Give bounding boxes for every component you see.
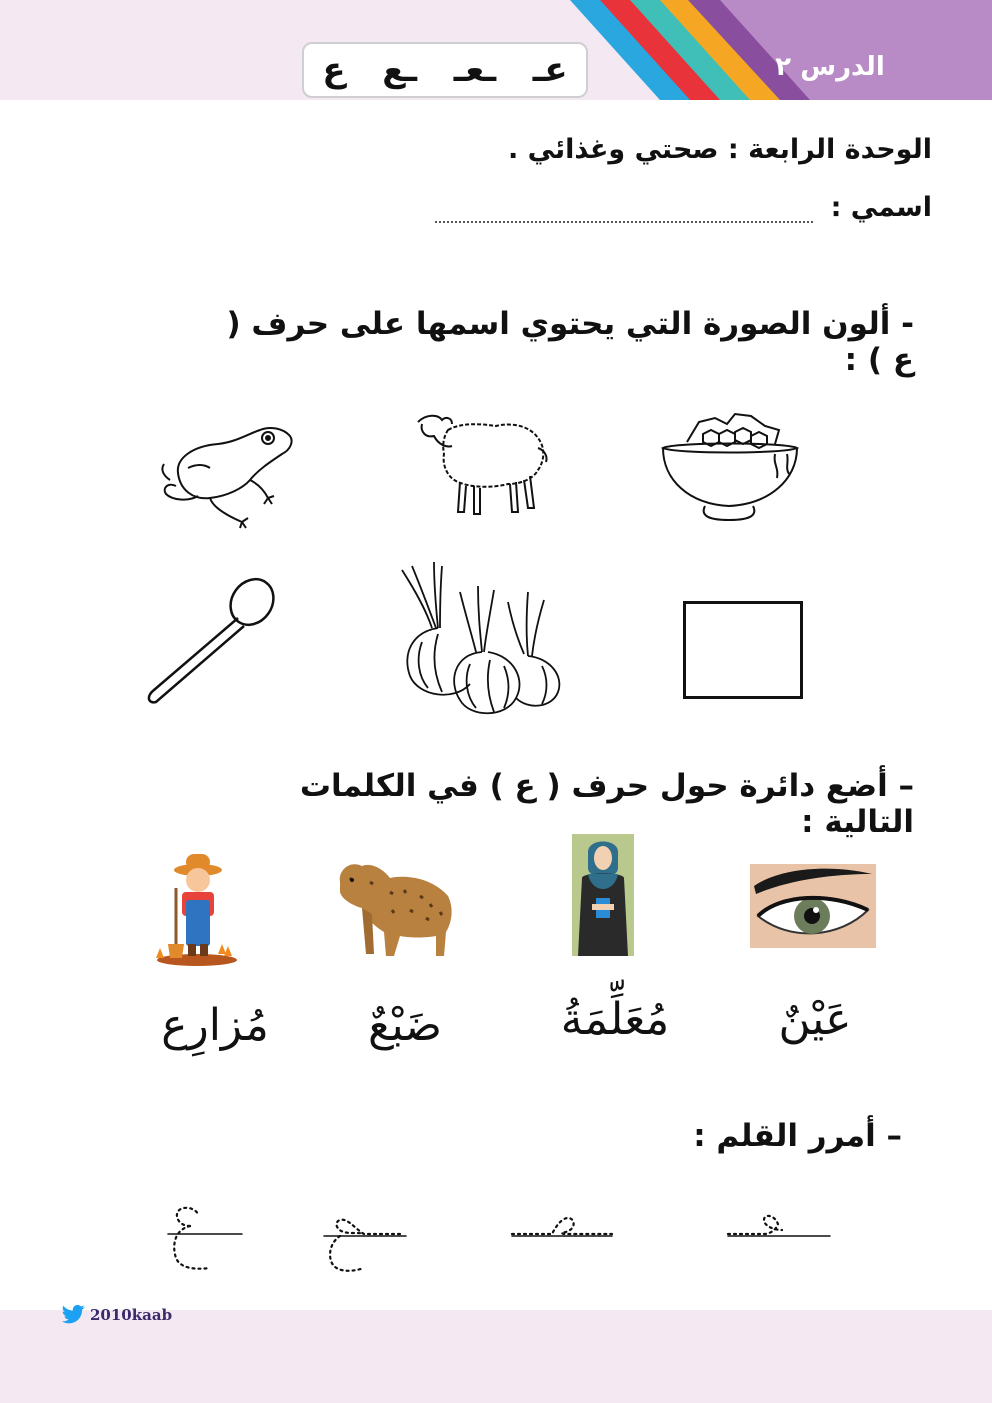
name-input-line[interactable] [435, 195, 813, 223]
honey-bowl-icon[interactable] [655, 408, 805, 526]
square-shape[interactable] [683, 601, 803, 699]
onions-icon[interactable] [398, 562, 568, 722]
lesson-label: الدرس ٢ [775, 52, 885, 82]
name-label: اسمي : [830, 192, 932, 223]
exercise2-instruction: – أضع دائرة حول حرف ( ع ) في الكلمات التالية : [299, 768, 914, 840]
spoon-icon[interactable] [140, 572, 280, 708]
letter-form-final: ـع [382, 50, 418, 90]
word-farmer[interactable]: مُزارِع [161, 1000, 269, 1051]
trace-letter-isolated[interactable] [158, 1196, 248, 1276]
exercise1-instruction: - ألون الصورة التي يحتوي اسمها على حرف ( ع ) : [226, 306, 914, 378]
sheep-icon[interactable] [412, 408, 552, 526]
frog-icon[interactable] [158, 418, 298, 530]
trace-letter-initial[interactable] [724, 1200, 834, 1240]
teacher-icon[interactable] [572, 834, 634, 956]
letter-forms-box [302, 42, 588, 98]
trace-letter-medial[interactable] [508, 1200, 618, 1240]
exercise3-instruction: – أمرر القلم : [693, 1118, 902, 1154]
unit-line: الوحدة الرابعة : صحتي وغذائي . [508, 134, 932, 165]
hyena-icon[interactable] [330, 852, 460, 962]
letter-form-medial: ـعـ [453, 50, 497, 90]
eye-icon[interactable] [750, 864, 876, 948]
name-row [232, 192, 932, 223]
word-eye[interactable]: عَيْنٌ [778, 994, 852, 1045]
farmer-icon[interactable] [152, 848, 242, 968]
twitter-icon [62, 1305, 86, 1325]
letter-form-isolated: ع [322, 50, 346, 90]
word-teacher[interactable]: مُعَلِّمَةُ [560, 994, 670, 1045]
trace-letter-final[interactable] [320, 1202, 410, 1278]
word-hyena[interactable]: ضَبْعٌ [367, 1000, 443, 1051]
brand-handle: 2010kaab [90, 1306, 173, 1324]
letter-form-initial: عـ [532, 50, 568, 90]
